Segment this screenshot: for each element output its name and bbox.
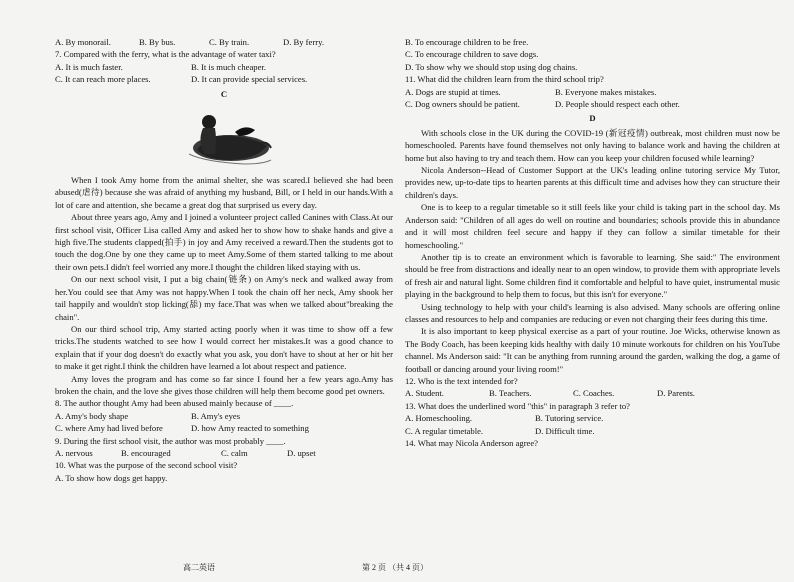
option-c: C. A regular timetable. (405, 425, 484, 436)
footer-page-number: 第 2 页 （共 4 页） (362, 563, 428, 572)
right-column (405, 36, 780, 449)
q8-options-row1 (55, 410, 393, 422)
question-14: 14. What may Nicola Anderson agree? (405, 438, 538, 448)
option-c: C. Dog owners should be patient. (405, 99, 520, 110)
passage-d-paragraph-3: One is to keep to a regular timetable so it still feels like your child is taking part in the school day. Ms Anderson said: "Children of all ages do well on routine and boundaries; schools provide this in abundance and it will most children feel secure and happy if they can follow a similar timetable for their homeschooling." (405, 202, 780, 250)
option-c: C. where Amy had lived before (55, 423, 163, 434)
q11-options-row1 (405, 86, 780, 98)
passage-c-paragraph-1: When I took Amy home from the animal shelter, she was scared.I believed she had been abused(虐待) because she was afraid of anything my husband, Bill, or I held in our hands.With a lot of care and attention, she became a great dog that surprised us every day. (55, 175, 393, 210)
option-d: D. Difficult time. (535, 425, 595, 436)
dog-illustration (55, 102, 393, 170)
q10-option-a: A. To show how dogs get happy. (55, 472, 168, 483)
dog-and-person-picture (175, 102, 275, 168)
q12-options (405, 387, 780, 399)
passage-c-paragraph-3: On our next school visit, I put a big chain(链条) on Amy's neck and walked away from her.You could see that Amy was not happy.When I took the chain off her neck, Amy shook her tail happily and wouldn't stop licking(舔) my face.That was when we talked about"breaking the chain". (55, 274, 393, 322)
q13-options-row2 (405, 425, 780, 437)
option-c: C. By train. (209, 37, 250, 47)
passage-d-paragraph-2: Nicola Anderson--Head of Customer Support at the UK's leading online tutoring service My Tutor, provides new, up-to-date tips to hearten parents at this difficult time and advises how they can structure their children's days. (405, 165, 780, 200)
option-d: D. upset (287, 447, 316, 458)
question-9: 9. During the first school visit, the author was most probably ____. (55, 435, 286, 446)
q9-options (55, 447, 393, 459)
passage-c-paragraph-4: On our third school trip, Amy started acting poorly when it was time to show off a few tricks.The students watched to see how I would correct her mistakes.It was a good chance to explain that if your dog doesn't do exactly what you ask, you don't have to shout at her or hit her to make it get right.I think the children have learned a lot about respect and patience. (55, 323, 393, 372)
passage-d-paragraph-6: It is also important to keep physical exercise as a part of your routine. Joe Wicks, otherwise known as The Body Coach, has been keeping kids healthy with daily 10 minute workouts for children on his YouTube channel. Ms Anderson said: "It can be anything from running around the garden, walking the dog, a game of football or dancing around your living room!" (405, 326, 780, 374)
question-11: 11. What did the children learn from the third school trip? (405, 74, 604, 85)
passage-d-paragraph-1: With schools close in the UK during the COVID-19 (新冠疫情) outbreak, most children must now be homeschooled. Parents have found themselves not only having to balance work and having the children at home but also having to try and teach them. How can you keep your children focused while learning? (405, 127, 780, 163)
q6-options (55, 36, 393, 48)
option-c: C. Coaches. (573, 388, 615, 399)
option-a: A. It is much faster. (55, 61, 123, 72)
option-a: A. Homeschooling. (405, 413, 473, 424)
question-13: 13. What does the underlined word "this" in paragraph 3 refer to? (405, 400, 630, 411)
option-b: B. encouraged (121, 447, 171, 458)
q10-option-c: C. To encourage children to save dogs. (405, 49, 539, 60)
option-a: A. Dogs are stupid at times. (405, 86, 501, 97)
option-d: D. It can provide special services. (191, 74, 308, 85)
passage-c-paragraph-2: About three years ago, Amy and I joined a volunteer project called Canines with Class.At our first school visit, Officer Lisa called Amy and asked her to show how to shake hands and give a high five.The students clapped(拍手) in joy and Amy received a reward.Then the students got to touch the dog.One by one they came up to meet Amy.Some of them started talking to me about their own pets.I didn't feel worried any more.I thought the children liked staying with us. (55, 212, 393, 272)
option-d: D. People should respect each other. (555, 99, 680, 110)
passage-d-paragraph-5: Using technology to help with your child's learning is also advised. Many schools are offering online classes and resources to help and companies are reducing or even not charging their fees during this time. (405, 301, 780, 324)
option-d: D. By ferry. (283, 37, 324, 47)
q10-option-d: D. To show why we should stop using dog chains. (405, 61, 578, 72)
left-column (55, 36, 393, 484)
option-b: B. Everyone makes mistakes. (555, 86, 657, 97)
passage-d-paragraph-4: Another tip is to create an environment which is favorable to learning. She said:" The environment should be free from distractions and ideally near to an open window, to provide them with appropriate levels of fresh air and natural light. Some children find it comfortable and helpful to have quiet, instrumental music playing in the background to help them to focus, but this isn't for everyone." (405, 251, 780, 300)
q7-options-row1 (55, 61, 393, 73)
option-b: B. Amy's eyes (191, 410, 241, 421)
option-b: B. Teachers. (489, 388, 532, 399)
option-a: A. Amy's body shape (55, 410, 129, 421)
option-d: D. Parents. (657, 388, 695, 399)
option-a: A. By monorail. (55, 37, 111, 47)
question-7: 7. Compared with the ferry, what is the advantage of water taxi? (55, 49, 276, 60)
option-b: B. It is much cheaper. (191, 61, 266, 72)
question-10: 10. What was the purpose of the second school visit? (55, 460, 238, 471)
option-c: C. It can reach more places. (55, 74, 151, 85)
section-heading-c: C (220, 88, 228, 99)
option-a: A. nervous (55, 447, 93, 458)
passage-c-paragraph-5: Amy loves the program and has come so far since I found her a few years ago.Amy has broken the chain, and the love she gives those children will help them become good pet owners. (55, 373, 393, 396)
question-8: 8. The author thought Amy had been abused mainly because of ____. (55, 398, 294, 409)
option-a: A. Student. (405, 388, 444, 399)
q8-options-row2 (55, 422, 393, 434)
option-c: C. calm (221, 447, 248, 458)
option-b: B. Tutoring service. (535, 413, 604, 424)
option-d: D. how Amy reacted to something (191, 423, 309, 434)
q10-option-b: B. To encourage children to be free. (405, 37, 529, 47)
section-heading-d: D (589, 113, 596, 124)
q7-options-row2 (55, 73, 393, 85)
q11-options-row2 (405, 98, 780, 110)
q13-options-row1 (405, 412, 780, 424)
option-b: B. By bus. (139, 37, 176, 47)
footer-subject: 高二英语 (183, 563, 215, 572)
question-12: 12. Who is the text intended for? (405, 375, 518, 386)
